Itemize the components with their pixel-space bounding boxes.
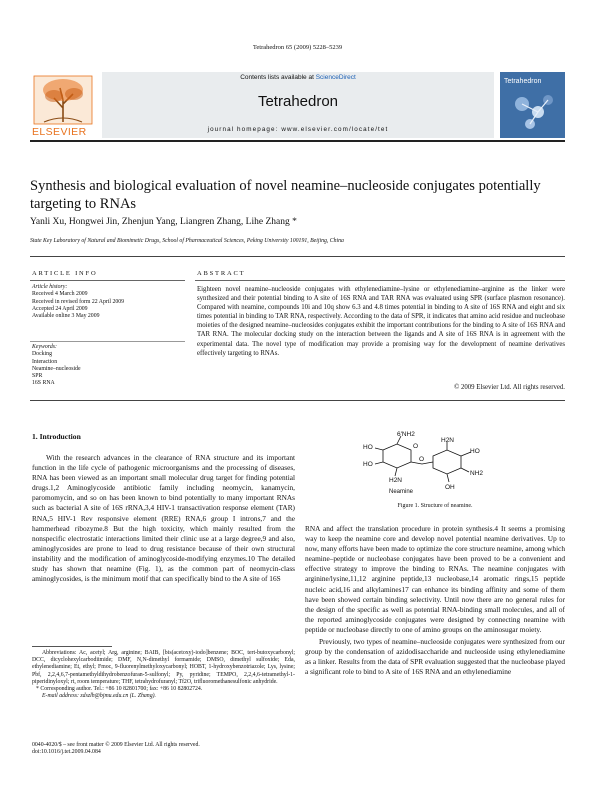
keyword-item: Neamine–nucleoside (32, 365, 81, 372)
article-info-rule (30, 280, 185, 281)
article-title: Synthesis and biological evaluation of novel neamine–nucleoside conjugates potentially targeting to RNAs (30, 178, 541, 212)
header-rule (30, 140, 565, 142)
footnote-rule (32, 646, 112, 647)
atom-nh2-1: NH2 (470, 470, 484, 477)
journal-header (30, 72, 565, 138)
history-item: Available online 3 May 2009 (32, 313, 100, 320)
article-info-heading: ARTICLE INFO (32, 270, 98, 277)
keywords-rule (30, 341, 185, 342)
atom-oh-6: OH (445, 484, 455, 491)
atom-h2n-mid: H2N (441, 437, 455, 444)
atom-nh2-6: 6'NH2 (397, 431, 415, 438)
section-rule (30, 256, 565, 257)
atom-h2n-2: H2N (389, 477, 403, 484)
atom-ho-5: HO (470, 448, 480, 455)
keyword-item: Interaction (32, 358, 58, 365)
keywords-label: Keywords: (32, 344, 57, 350)
abstract-text: Eighteen novel neamine–nucleoside conjugates with ethylenediamine–lysine or ethylenediamine–arginine as the linker were synthesized and their potential binding to A site of 16S RNA and TAR RNA was evaluated using SPR (surface plasmon resonance). Compared with neamine, compounds 10i and 10q show 6.3 and 4.8 times potential in binding to A site of 16S RNA and eight and six times potential in binding to TAR RNA, respectively. According to the data of SPR, it indicates that amino acid residue and nucleobase moieties of the designed neamine–nucleosides conjugates exhibit the important contributions for the binding to A site of 16S RNA and TAR RNA. The molecular docking study on the interaction between the ligands and A site of 16S RNA is in agreement with the experimental data. The novel type of modification may provide a promising way for the development of neamine derivatives effectively targeting to RNAs. (197, 286, 565, 357)
neamine-structure-figure (355, 428, 495, 498)
issn-line: 0040-4020/$ – see front matter © 2009 Elsevier Ltd. All rights reserved. (32, 742, 200, 748)
masthead (102, 72, 494, 138)
keyword-item: SPR (32, 373, 43, 380)
footnotes (32, 650, 295, 700)
figure-caption: Figure 1. Structure of neamine. (397, 503, 473, 509)
figure-compound-label: Neamine (389, 489, 414, 495)
atom-ho-4: HO (363, 444, 373, 451)
article-history (32, 284, 124, 320)
introduction-paragraph: With the research advances in the clearance of RNA structure and its important function in the life cycle of pathogenic microorganisms and the processing of diseases, RNA has been viewed as an important small molecular drug target for finding potential drugs.1,2 Aminoglycoside antibiotic family including neomycin, kanamycin, paromomycin, and so on has been known to bind potentially to many important RNAs such as bacterial A site of 16S rRNA,3,4 HIV-1 transactivation response element (TAR) RNA,5 HIV-1 Rev responsive element (RRE) RNA,6 group I introns,7 and the hammerhead ribozyme.8 But the high toxicity, which mainly resulted from the nonspecific electrostatic interactions limited their clinic use at a large degree,9 and also, aminoglycosides are prone to lead to drug resistance because of their own structural instability and the modification of aminoglycoside-modifying enzymes.10 The detailed study has shown that neamine (Fig. 1), as the common part of neomycin-class aminoglycosides, is the minimum motif that can specifically bind to the A site of 16S (32, 453, 295, 584)
contents-line (102, 74, 494, 81)
atom-o-ring: O (413, 443, 419, 450)
corresponding-author: * Corresponding author. Tel.: +86 10 82801700; fax: +86 10 82802724. (36, 686, 203, 693)
keyword-item: 16S RNA (32, 380, 55, 387)
abstract-heading: ABSTRACT (197, 270, 246, 277)
history-item: Accepted 24 April 2009 (32, 305, 88, 312)
sciencedirect-link[interactable]: ScienceDirect (315, 74, 356, 81)
introduction-heading: 1. Introduction (32, 432, 81, 441)
publisher-name: ELSEVIER (32, 126, 87, 138)
page-footer (32, 742, 200, 756)
abstract-copyright: © 2009 Elsevier Ltd. All rights reserved. (454, 384, 565, 391)
cover-title: Tetrahedron (504, 78, 542, 85)
keyword-item: Docking (32, 351, 52, 358)
journal-reference: Tetrahedron 65 (2009) 5228–5239 (252, 44, 343, 51)
contents-prefix: Contents lists available at (240, 74, 316, 81)
right-paragraph: Previously, two types of neamine–nucleoside conjugates were synthesized from our group by the condensation of azidodisaccharide and nucleoside using ethylenediamine as a linker. Results from the data of SPR evaluation suggested that the nucleobase played a significant role to bind to A site of 16S RNA and an ethylenediamine (305, 637, 565, 677)
abstract-bottom-rule (30, 400, 565, 401)
article-affiliation: State Key Laboratory of Natural and Biomimetic Drugs, School of Pharmaceutical Sciences, Peking University 100191, Beijing, China (30, 238, 344, 244)
journal-homepage-link[interactable]: journal homepage: www.elsevier.com/locate/tet (207, 126, 389, 133)
history-item: Received 4 March 2009 (32, 291, 88, 298)
journal-cover (500, 72, 565, 138)
atom-ho-3: HO (363, 461, 373, 468)
elsevier-tree-icon (30, 74, 100, 126)
journal-name: Tetrahedron (257, 93, 339, 110)
doi-line[interactable]: doi:10.1016/j.tet.2009.04.084 (32, 749, 101, 756)
right-column-body (305, 524, 565, 677)
article-authors: Yanli Xu, Hongwei Jin, Zhenjun Yang, Liangren Zhang, Lihe Zhang * (30, 217, 297, 227)
abbreviations: Abbreviations: Ac, acetyl; Arg, arginine; BAIB, [bis(acetoxy)-iodo]benzene; BOC, tert-butoxycarbonyl; DCC, dicyclohexylcarbodiimide; DMF, N,N-dimethyl formamide; DMSO, dimethyl sulfoxide; Eda, ethylenediamine; Et, ethyl; Fmoc, 9-fluorenylmethyloxycarbonyl; HOBT, 1-hydroxybenzotriazole; Lys, lysine; Pbf, 2,2,4,6,7-pentamethyldihydrobenzofuran-5-sulfonyl; Py, pyridine; TEMPO, 2,2,4,6-tetramethyl-1-piperidinyloxyl; rt, room temperature; THF, tetrahydrofuranyl; Tf2O, trifluoromethanesulfonic anhydride. (32, 650, 295, 685)
introduction-body (32, 453, 295, 584)
history-label: Article history: (32, 284, 68, 290)
elsevier-logo (30, 74, 100, 138)
keywords (32, 344, 81, 388)
author-email[interactable]: E-mail address: zdszlh@bjmu.edu.cn (L. Zhang). (42, 693, 156, 700)
atom-o-link: O (419, 456, 425, 463)
history-item: Received in revised form 22 April 2009 (32, 298, 125, 305)
right-paragraph: RNA and affect the translation procedure in protein synthesis.4 It seems a promising way to keep the neamine core and develop novel potential neamine derivatives. Up to now, many efforts have been made to optimize the core structure neamine, among which neamine–peptide or nucleobase conjugates have been proved to be a convenient and effective strategy to improve the binding to RNAs. The neamine conjugates with arginine/lysine,11,12 arginine peptide,13 nucleobase,14 aromatic rings,15 peptide nucleic acid,16 and alkylamines17 can enhance its binding affinity and some of them have been showed certain binding selectivity. Until now there are no general rules for the design of the specific as well as potential RNA-binding small molecules, and all of the reported aminoglycoside conjugates were designed by connecting neamine with peptide or nucleobase directly to one of amino groups on the aminosugar moiety. (305, 524, 565, 634)
abstract-rule (195, 280, 565, 281)
